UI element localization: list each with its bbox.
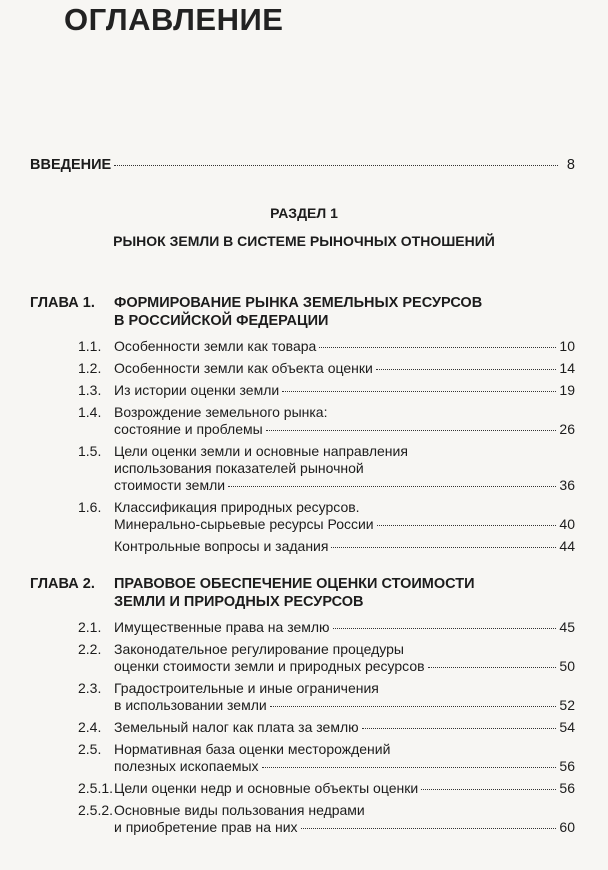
entry-body [114, 443, 575, 494]
entry-page: 14 [559, 360, 575, 376]
dot-leader [270, 706, 557, 707]
entry-body [114, 802, 575, 836]
entry-page: 36 [559, 477, 575, 493]
entry-number [30, 802, 114, 836]
chapter-title [114, 575, 575, 611]
entry-body [114, 641, 575, 675]
toc-entry [30, 780, 575, 797]
entry-number [30, 641, 114, 675]
page-title: ОГЛАВЛЕНИЕ [64, 2, 284, 37]
dot-leader [319, 347, 556, 348]
intro-page: 8 [566, 157, 575, 173]
dot-leader [262, 767, 557, 768]
entry-body [114, 619, 575, 636]
entry-last-line [114, 780, 575, 797]
chapter-heading [30, 575, 575, 611]
entry-number-text: 1.2. [78, 360, 102, 376]
dot-leader [266, 430, 557, 431]
entry-number-text: 2.4. [78, 719, 102, 735]
dot-leader [333, 628, 557, 629]
toc-entry [30, 719, 575, 736]
chapter-title-line: В РОССИЙСКОЙ ФЕДЕРАЦИИ [114, 313, 329, 329]
entry-last-line [114, 382, 575, 399]
entry-page: 26 [559, 421, 575, 437]
entry-last-line [114, 819, 575, 836]
entry-number [30, 499, 114, 533]
toc-entry [30, 443, 575, 494]
toc-entry [30, 619, 575, 636]
entry-number-text: 2.1. [78, 619, 102, 635]
entry-number [30, 443, 114, 494]
dot-leader [428, 667, 557, 668]
entry-title-line: и приобретение прав на них [114, 819, 298, 835]
entry-last-line [114, 338, 575, 355]
entry-page: 40 [559, 516, 575, 532]
dot-leader [228, 486, 556, 487]
dot-leader [377, 525, 557, 526]
entry-body [114, 538, 575, 555]
toc-entry [30, 338, 575, 355]
chapter-title-line: ФОРМИРОВАНИЕ РЫНКА ЗЕМЕЛЬНЫХ РЕСУРСОВ [114, 295, 483, 311]
dot-leader [421, 789, 556, 790]
entry-page: 60 [559, 819, 575, 835]
dot-leader [362, 728, 557, 729]
entry-title-line: Градостроительные и иные ограничения [114, 680, 379, 696]
chapter-2 [30, 575, 575, 836]
dot-leader [301, 828, 557, 829]
toc-entry [30, 404, 575, 438]
entry-number-text: 1.3. [78, 382, 102, 398]
entry-body [114, 680, 575, 714]
entry-last-line [114, 360, 575, 377]
entry-body [114, 382, 575, 399]
entry-page: 54 [559, 719, 575, 735]
entry-page: 10 [559, 338, 575, 354]
toc-entry-introduction [30, 157, 575, 173]
entry-number-text: 1.4. [78, 404, 102, 420]
entry-number [30, 741, 114, 775]
entry-last-line [114, 758, 575, 775]
entry-number-text: 1.6. [78, 499, 102, 515]
toc-entry [30, 741, 575, 775]
entry-last-line [114, 697, 575, 714]
entry-page: 56 [559, 758, 575, 774]
entry-title-line: состояние и проблемы [114, 421, 263, 437]
entry-number [30, 382, 114, 399]
entry-number [30, 404, 114, 438]
entry-page: 44 [559, 538, 575, 554]
entry-title-line: Законодательное регулирование процедуры [114, 641, 404, 657]
entry-number [30, 719, 114, 736]
entry-title-line: стоимости земли [114, 477, 226, 493]
entry-body [114, 338, 575, 355]
dot-leader [376, 369, 557, 370]
entry-title-line: Цели оценки земли и основные направления [114, 443, 408, 459]
entry-last-line [114, 421, 575, 438]
entry-last-line [114, 619, 575, 636]
entry-body [114, 499, 575, 533]
entry-number-text: 1.1. [78, 338, 102, 354]
dot-leader [114, 165, 558, 166]
dot-leader [331, 547, 556, 548]
chapter-1 [30, 294, 575, 555]
entry-number [30, 538, 114, 555]
chapter-number: ГЛАВА 1. [30, 295, 95, 311]
entry-title-line: Контрольные вопросы и задания [114, 538, 329, 554]
entry-body [114, 741, 575, 775]
entry-page: 50 [559, 658, 575, 674]
entry-title-line: Цели оценки недр и основные объекты оценки [114, 780, 419, 796]
entry-title-line: Земельный налог как плата за землю [114, 719, 359, 735]
entry-page: 45 [559, 619, 575, 635]
chapter-title-line: ЗЕМЛИ И ПРИРОДНЫХ РЕСУРСОВ [114, 594, 364, 610]
entry-title-line: Особенности земли как объекта оценки [114, 360, 373, 376]
entry-number-text: 2.5. [78, 741, 102, 757]
dot-leader [282, 391, 556, 392]
toc-entry [30, 680, 575, 714]
entry-number [30, 338, 114, 355]
section-number: РАЗДЕЛ 1 [270, 205, 338, 221]
toc-entry [30, 641, 575, 675]
entry-body [114, 780, 575, 797]
entry-title-line: полезных ископаемых [114, 758, 259, 774]
toc-entry [30, 382, 575, 399]
entry-title-line: оценки стоимости земли и природных ресурсов [114, 658, 425, 674]
entry-title-line: Из истории оценки земли [114, 382, 280, 398]
entry-number [30, 360, 114, 377]
entry-number-text: 2.5.2. [78, 802, 114, 818]
toc-entry [30, 802, 575, 836]
chapter-title [114, 294, 575, 330]
entry-page: 56 [559, 780, 575, 796]
entry-body [114, 719, 575, 736]
toc-entry [30, 360, 575, 377]
entry-last-line [114, 719, 575, 736]
entry-page: 19 [559, 382, 575, 398]
entry-title-line: в использовании земли [114, 697, 267, 713]
entry-title-line: Основные виды пользования недрами [114, 802, 365, 818]
toc-entry [30, 499, 575, 533]
entry-number [30, 619, 114, 636]
entry-title-line: Классификация природных ресурсов. [114, 499, 360, 515]
entry-title-line: Особенности земли как товара [114, 338, 317, 354]
entry-last-line [114, 477, 575, 494]
intro-label: ВВЕДЕНИЕ [30, 157, 112, 173]
entry-page: 52 [559, 697, 575, 713]
entry-number-text: 1.5. [78, 443, 102, 459]
entry-last-line [114, 516, 575, 533]
entry-body [114, 404, 575, 438]
entry-number-text: 2.2. [78, 641, 102, 657]
entry-body [114, 360, 575, 377]
entry-number [30, 780, 114, 797]
entry-title-line: Имущественные права на землю [114, 619, 330, 635]
entry-number-text: 2.3. [78, 680, 102, 696]
entry-number-text: 2.5.1. [78, 780, 114, 796]
section-title: РЫНОК ЗЕМЛИ В СИСТЕМЕ РЫНОЧНЫХ ОТНОШЕНИЙ [113, 233, 495, 249]
entry-title-line: Нормативная база оценки месторождений [114, 741, 391, 757]
entry-last-line [114, 658, 575, 675]
entry-title-line: Минерально-сырьевые ресурсы России [114, 516, 374, 532]
chapter-heading [30, 294, 575, 330]
entry-last-line [114, 538, 575, 555]
toc-entry [30, 538, 575, 555]
entry-number [30, 680, 114, 714]
entry-title-line: использования показателей рыночной [114, 460, 364, 476]
chapter-title-line: ПРАВОВОЕ ОБЕСПЕЧЕНИЕ ОЦЕНКИ СТОИМОСТИ [114, 576, 475, 592]
entry-title-line: Возрождение земельного рынка: [114, 404, 328, 420]
chapter-number: ГЛАВА 2. [30, 576, 95, 592]
